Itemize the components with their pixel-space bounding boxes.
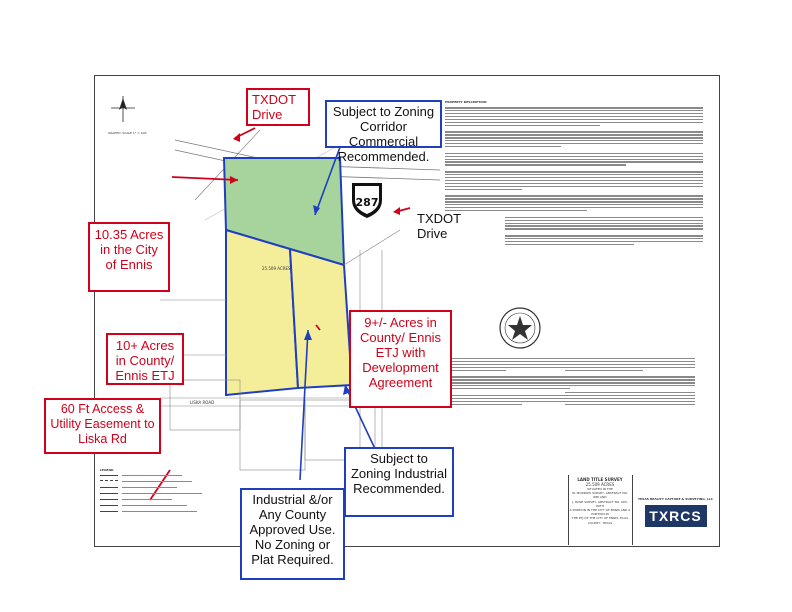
parcel-county <box>226 230 298 395</box>
company-logo: TXRCS <box>645 505 707 527</box>
highway-number: 287 <box>355 196 379 209</box>
title-line: THE ETJ OF THE CITY OF ENNIS, ELLIS COUNTY, TEXAS <box>571 516 629 525</box>
title-block <box>568 475 631 545</box>
property-description <box>445 100 703 247</box>
title-line: W. MORROW SURVEY, ABSTRACT NO. 686 AND <box>572 491 628 500</box>
road-label: LISKA ROAD <box>190 400 215 405</box>
title-line: J. ROSE SURVEY, ABSTRACT NO. 905, WITH <box>572 499 628 508</box>
callout-county-acres: 10+ Acres in County/ Ennis ETJ <box>106 333 184 385</box>
legend <box>100 468 250 514</box>
title-line: SITUATED IN THE <box>587 487 613 491</box>
company-block <box>632 475 718 545</box>
description-heading: PROPERTY DESCRIPTION <box>445 100 487 104</box>
callout-txdot-right: TXDOT Drive <box>417 211 461 241</box>
survey-notes-right <box>565 358 695 406</box>
legend-title: LEGEND <box>100 468 114 472</box>
title-acres: 25.509 ACRES <box>585 482 615 487</box>
callout-city-acres: 10.35 Acres in the City of Ennis <box>88 222 170 292</box>
scale-note: GRAPHIC SCALE 1" = 100' <box>108 131 148 135</box>
callout-access-easement: 60 Ft Access & Utility Easement to Liska Rd <box>44 398 161 454</box>
company-name: TEXAS REALITY CAPTURE & SURVEYING, LLC <box>638 497 713 501</box>
parcel-etj <box>290 249 352 388</box>
callout-txdot-top: TXDOT Drive <box>246 88 310 126</box>
title-line: A PORTION IN THE CITY OF ENNIS AND A PORTION IN <box>569 508 631 517</box>
callout-zoning-industrial: Subject to Zoning Industrial Recommended. <box>344 447 454 517</box>
title-heading: LAND TITLE SURVEY <box>577 477 623 482</box>
north-arrow-icon <box>111 96 135 122</box>
callout-etj-acres: 9+/- Acres in County/ Ennis ETJ with Development Agreement <box>349 310 452 408</box>
callout-industrial-use: Industrial &/or Any County Approved Use. No Zoning or Plat Required. <box>240 488 345 580</box>
callout-zoning-corridor: Subject to Zoning Corridor Commercial Recommended. <box>325 100 442 148</box>
surveyor-seal-icon <box>500 308 540 348</box>
acreage-label: 25.509 ACRES <box>262 266 291 271</box>
